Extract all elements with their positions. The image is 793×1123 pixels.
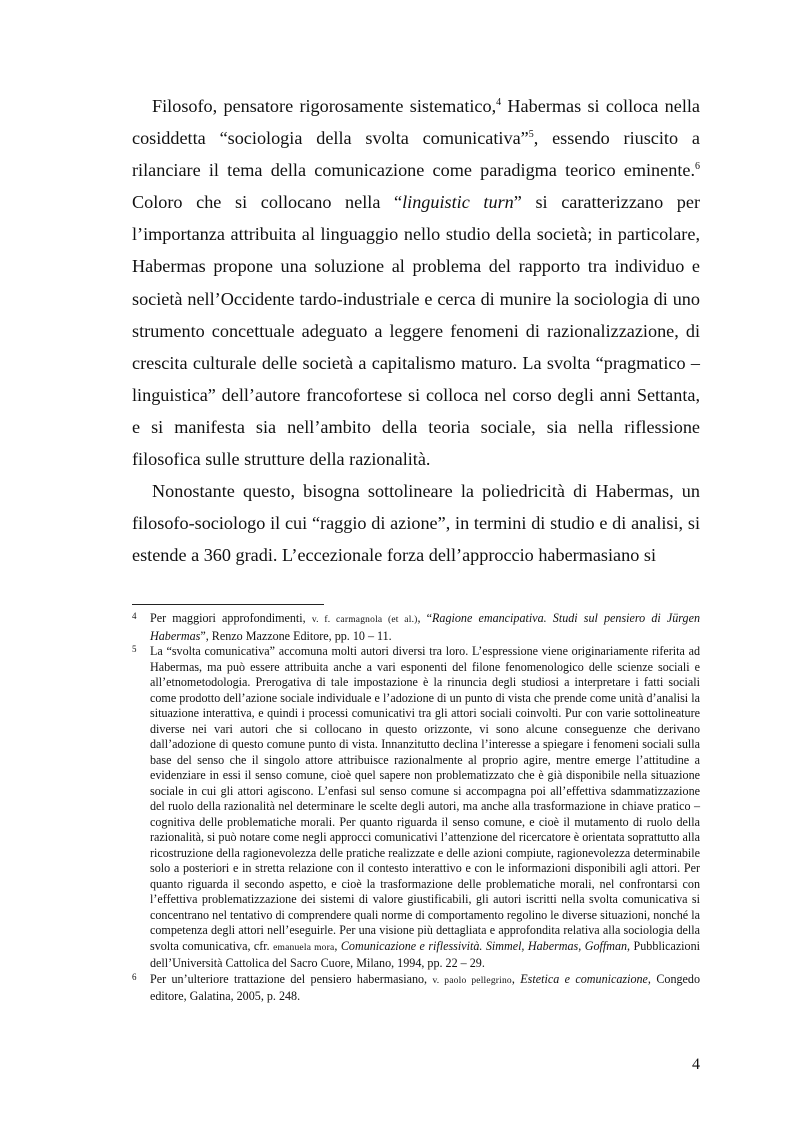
footnote-number: 5 <box>132 644 137 654</box>
text-run: Per un’ulteriore trattazione del pensiero habermasiano, <box>150 971 433 986</box>
footnote-ref-4[interactable]: 4 <box>496 96 502 108</box>
footnote-5 <box>132 644 700 972</box>
text-run: , Congedo editore, Galatina, 2005, p. 248. <box>150 971 700 1003</box>
text-run: , <box>334 938 341 953</box>
text-run: , essendo riuscito a rilanciare il tema della comunicazione come paradigma teorico eminente. <box>132 128 700 181</box>
footnote-number: 6 <box>132 971 137 982</box>
footnote-4 <box>132 611 700 644</box>
footnote-body <box>132 644 700 972</box>
footnote-ref-6[interactable]: 6 <box>695 161 700 173</box>
author-name: emanuela mora <box>273 942 335 953</box>
footnote-body <box>132 972 700 1005</box>
text-run: Filosofo, pensatore rigorosamente sistematico, <box>152 96 497 116</box>
footnotes <box>132 611 700 1005</box>
book-title: Ragione emancipativa. Studi sul pensiero di Jürgen Habermas <box>150 611 701 643</box>
author-name: v. paolo pellegrino <box>432 975 512 986</box>
footnote-separator <box>132 604 324 605</box>
book-title: Comunicazione e riflessività. Simmel, Habermas, Goffman <box>340 938 628 953</box>
text-run: ”, Renzo Mazzone Editore, pp. 10 – 11. <box>200 628 392 643</box>
author-name: v. f. carmagnola (et al.) <box>311 615 418 625</box>
text-run: Coloro che si collocano nella “ <box>132 192 403 213</box>
footnote-body <box>132 611 700 644</box>
text-run: , Pubblicazioni dell’Università Cattolica del Sacro Cuore, Milano, 1994, pp. 22 – 29. <box>150 938 700 970</box>
footnote-6 <box>132 972 700 1005</box>
book-title: Estetica e comunicazione <box>520 971 648 986</box>
italic-term: linguistic turn <box>402 192 514 213</box>
text-run: , “ <box>417 611 433 625</box>
footnote-number: 4 <box>132 611 137 621</box>
text-run: La “svolta comunicativa” accomuna molti autori diversi tra loro. L’espressione viene originariamente riferita ad Habermas, ma può essere attribuita anche a vari esponenti del filone fenomenologico delle scienze sociali e all’etnometodologia. Prerogativa di tale impostazione è la rinuncia degli studiosi a interpretare i fatti sociali come prodotto dell’azione sociale individuale e l’adozione di un punto di vista che prende come unità d’analisi la situazione interattiva, e quindi i processi comunicativi tra gli attori sociali coinvolti. Pur con varie sottolineature diverse nei vari autori che si collocano in questo orizzonte, vi sono alcune conseguenze che derivano dall’adozione di questo comune punto di vista. Innanzitutto declina l’interesse a spiegare i fenomeni sociali sulla base del senso che il singolo attore attribuisce razionalmente al proprio agire, mentre emerge l’attitudine a evidenziare in essi il senso comune, cioè quel sapere non problematizzato che è già disponibile nella situazione sociale in cui gli attori agiscono. L’enfasi sul senso comune si accompagna poi all’effettiva sdammatizzazione del ruolo della razionalità nel determinare le scelte degli autori, ma anche alla trasformazione in chiave pratico – cognitiva delle problematiche morali. Per quanto riguarda il senso comune, e cioè il mutamento di ruolo della razionalità, si può notare come negli approcci comunicativi l’attenzione del ricercatore è orientata soprattutto alla ricostruzione della ragionevolezza delle pratiche realizzate e delle azioni compiute, ragionevolezza determinabile solo a posteriori e in stretta relazione con il contesto interattivo e con le informazioni disponibili agli attori. Per quanto riguarda il secondo aspetto, e cioè la trasformazione delle problematiche morali, nel confrontarsi con l’effettiva problematizzazione dei sistemi di valore giustificabili, gli autori iscritti nella svolta comunicativa si concentrano nel tentativo di comprendere quali norme di comportamento regolino le diverse situazioni, nonché la competenza degli attori nell’eseguirle. Per una visione più dettagliata e approfondita relativa alla sociologia della svolta comunicativa, cfr. <box>150 644 700 953</box>
text-run: , <box>511 971 521 986</box>
text-run: ” si caratterizzano per l’importanza attribuita al linguaggio nello studio della società; in particolare, Habermas propone una soluzione al problema del rapporto tra individuo e società nell’Occidente tardo-industriale e cerca di munire la sociologia di uno strumento concettuale adeguato a leggere fenomeni di razionalizzazione, di crescita culturale delle società a capitalismo maturo. La svolta “pragmatico – linguistica” dell’autore francofortese si colloca nel corso degli anni Settanta, e si manifesta sia nell’ambito della teoria sociale, sia nella riflessione filosofica sulle strutture della razionalità. <box>132 192 700 470</box>
paragraph-1 <box>132 90 700 475</box>
text-run: Per maggiori approfondimenti, <box>150 611 312 625</box>
footnote-ref-5[interactable]: 5 <box>528 129 534 141</box>
page-number: 4 <box>692 1056 700 1073</box>
text-run: Habermas si colloca nella cosiddetta “sociologia della svolta comunicativa” <box>132 96 700 149</box>
main-text <box>132 90 700 571</box>
paragraph-2: Nonostante questo, bisogna sottolineare la poliedricità di Habermas, un filosofo-sociologo il cui “raggio di azione”, in termini di studio e di analisi, si estende a 360 gradi. L’eccezionale forza dell’approccio habermasiano si <box>132 481 700 566</box>
